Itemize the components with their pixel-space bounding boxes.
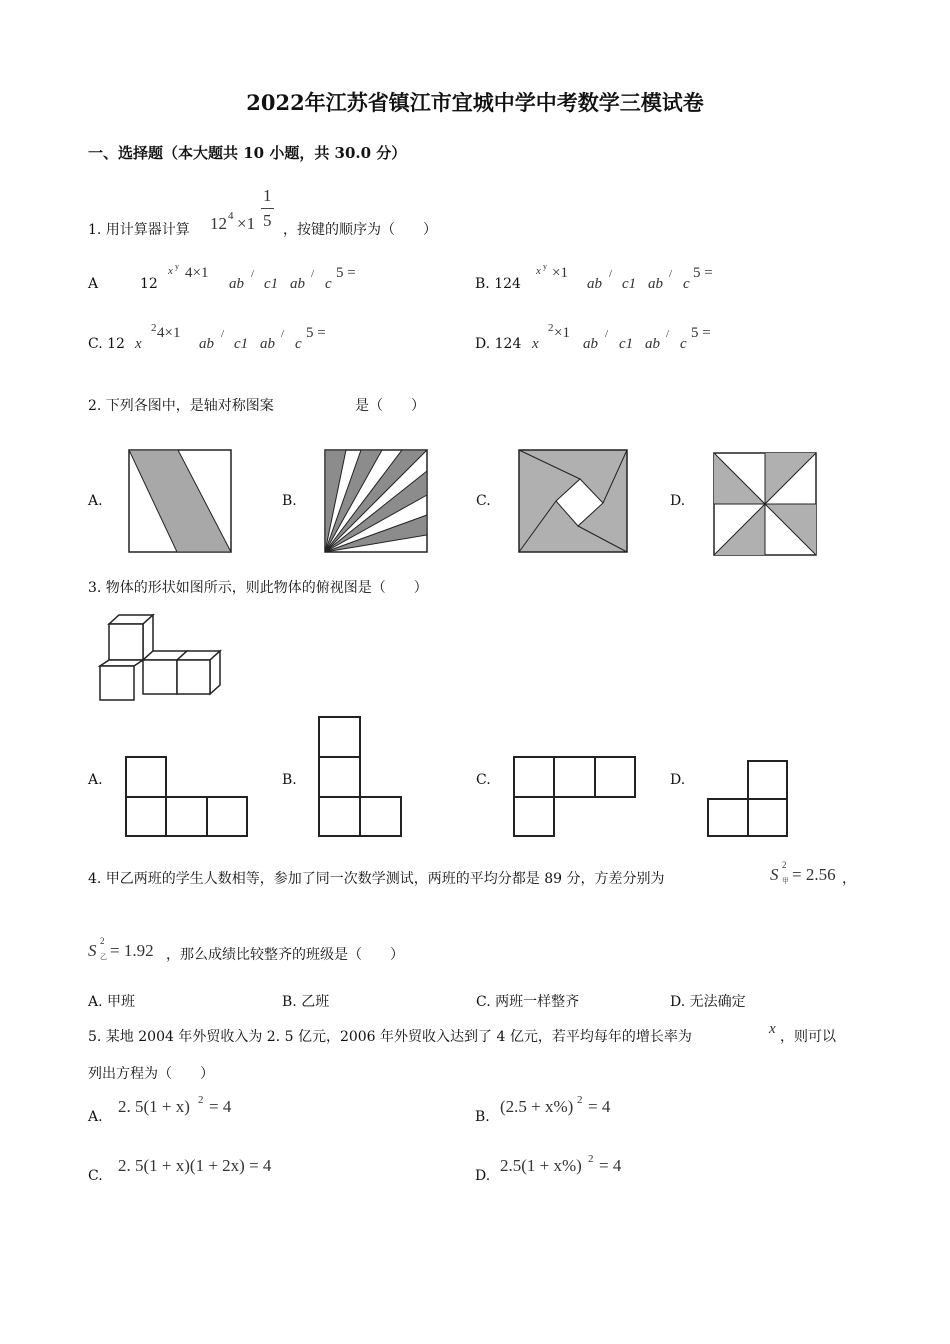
- q2-stem-b: 是（ ）: [355, 398, 425, 414]
- q1-c-n2: 4×1: [157, 325, 181, 341]
- q1-c-t2: c1: [234, 336, 249, 352]
- q5-option-a[interactable]: [88, 1096, 348, 1130]
- q2-figure-c[interactable]: [518, 449, 628, 553]
- q5-d-label: D.: [475, 1168, 491, 1184]
- q3-figure-b[interactable]: [318, 716, 402, 838]
- q1-b-label: B. 124: [475, 276, 521, 292]
- q5-stem-line1-end: ，则可以: [780, 1029, 836, 1045]
- q1-stem-suffix: ，按键的顺序为（ ）: [283, 222, 437, 238]
- q5-a-label: A.: [88, 1109, 103, 1125]
- q1-c-x: x: [135, 336, 142, 352]
- q2-figure-b[interactable]: [324, 449, 428, 553]
- q5-option-d[interactable]: [475, 1155, 735, 1189]
- q5-option-b[interactable]: [475, 1096, 735, 1130]
- q3-solid-figure: [96, 614, 221, 702]
- q3-label-c: C.: [476, 772, 491, 788]
- q1-frac-bar: [261, 208, 274, 209]
- q1-option-b[interactable]: [475, 262, 775, 296]
- q5-d-expr: 2.5(1 + x%): [500, 1156, 582, 1175]
- q1-d-n2: ×1: [554, 325, 570, 341]
- q1-a-n2: 4×1: [185, 265, 209, 281]
- q1-c-slash2: /: [281, 328, 285, 340]
- q3-label-d: D.: [670, 772, 686, 788]
- q1-frac-num: 1: [263, 186, 272, 205]
- q1-a-t2: c1: [264, 276, 279, 292]
- q1-a-slash1: /: [251, 268, 255, 280]
- q1-b-t1: ab: [587, 276, 602, 292]
- q1-b-n2: ×1: [552, 265, 568, 281]
- q1-d-t2: c1: [619, 336, 634, 352]
- q1-d-label: D. 124: [475, 336, 522, 352]
- q1-a-label: A: [88, 276, 99, 292]
- q2-stem-a: 2. 下列各图中，是轴对称图案: [88, 398, 274, 414]
- q5-var-x: x: [769, 1021, 776, 1037]
- section-heading: 一、选择题（本大题共 10 小题，共 30.0 分）: [88, 144, 407, 162]
- q1-option-c[interactable]: [88, 322, 388, 356]
- q1-c-t3: ab: [260, 336, 275, 352]
- q4-s2-sub: 乙: [100, 953, 107, 961]
- q4-s2-sym: S: [88, 941, 97, 960]
- q5-d-exp: 2: [588, 1153, 594, 1165]
- q1-a-t3: ab: [290, 276, 305, 292]
- q5-a-exp: 2: [198, 1094, 204, 1106]
- q2-label-b: B.: [282, 493, 297, 509]
- q1-c-label: C. 12: [88, 336, 125, 352]
- q1-a-sup: x: [168, 265, 173, 277]
- q4-s1-sym: S: [770, 865, 779, 884]
- q1-expr-exp: 4: [228, 210, 234, 222]
- q1-d-t1: ab: [583, 336, 598, 352]
- q4-option-a[interactable]: A. 甲班: [88, 994, 136, 1010]
- q1-b-slash2: /: [669, 268, 673, 280]
- q1-c-end: 5 =: [306, 325, 326, 341]
- q1-b-supexp: y: [543, 262, 547, 271]
- q5-b-expr: (2.5 + x%): [500, 1097, 574, 1116]
- q3-label-a: A.: [88, 772, 103, 788]
- q5-option-c[interactable]: [88, 1155, 348, 1189]
- q1-d-x: x: [532, 336, 539, 352]
- q1-d-slash2: /: [666, 328, 670, 340]
- q1-d-end: 5 =: [691, 325, 711, 341]
- q1-a-t4: c: [325, 276, 332, 292]
- q1-d-slash1: /: [605, 328, 609, 340]
- q4-s2-sup: 2: [100, 936, 105, 946]
- q1-b-end: 5 =: [693, 265, 713, 281]
- q2-label-d: D.: [670, 493, 686, 509]
- q1-c-sq: 2: [151, 322, 157, 334]
- q3-figure-a[interactable]: [125, 756, 249, 838]
- q1-a-n1: 12: [140, 276, 158, 292]
- q5-b-label: B.: [475, 1109, 490, 1125]
- q1-b-t3: ab: [648, 276, 663, 292]
- q5-b-rhs: = 4: [588, 1097, 611, 1116]
- q4-s2-val: = 1.92: [110, 941, 154, 960]
- q4-option-b[interactable]: B. 乙班: [282, 994, 330, 1010]
- q1-b-sup: x: [536, 265, 541, 277]
- q5-c-label: C.: [88, 1168, 103, 1184]
- q1-expression: [210, 186, 280, 236]
- q2-label-a: A.: [88, 493, 103, 509]
- q2-figure-a[interactable]: [128, 449, 232, 553]
- q1-b-slash1: /: [609, 268, 613, 280]
- q1-expr-base: 12: [210, 214, 227, 233]
- q1-frac-den: 5: [263, 211, 272, 230]
- q4-stem: 4. 甲乙两班的学生人数相等，参加了同一次数学测试，两班的平均分都是 89 分，方差分别为: [88, 871, 665, 887]
- q2-label-c: C.: [476, 493, 491, 509]
- q5-b-exp: 2: [577, 1094, 583, 1106]
- q2-figure-d[interactable]: [713, 452, 817, 556]
- q4-s1-sup: 2: [782, 860, 787, 870]
- q1-expr-times: ×1: [237, 214, 256, 233]
- q1-c-slash1: /: [221, 328, 225, 340]
- q4-s1-sub: 甲: [782, 877, 789, 885]
- q5-a-expr: 2. 5(1 + x): [118, 1097, 190, 1116]
- q3-label-b: B.: [282, 772, 297, 788]
- q1-c-t1: ab: [199, 336, 214, 352]
- q1-b-t2: c1: [622, 276, 637, 292]
- q1-d-t4: c: [680, 336, 687, 352]
- q1-c-t4: c: [295, 336, 302, 352]
- q5-a-rhs: = 4: [209, 1097, 232, 1116]
- q1-d-t3: ab: [645, 336, 660, 352]
- q1-option-a[interactable]: [88, 262, 388, 296]
- q1-b-t4: c: [683, 276, 690, 292]
- q5-d-rhs: = 4: [599, 1156, 622, 1175]
- q3-stem: 3. 物体的形状如图所示，则此物体的俯视图是（ ）: [88, 580, 428, 596]
- q1-option-d[interactable]: [475, 322, 775, 356]
- q4-comma: ，: [842, 871, 856, 887]
- q4-variance-jia: [770, 860, 855, 890]
- q1-a-end: 5 =: [336, 265, 356, 281]
- q4-option-c[interactable]: C. 两班一样整齐: [476, 994, 580, 1010]
- q4-option-d[interactable]: D. 无法确定: [670, 994, 746, 1010]
- page-title: 2022年江苏省镇江市宜城中学中考数学三模试卷: [246, 90, 704, 115]
- q3-figure-d[interactable]: [707, 760, 789, 838]
- q4-stem2: ，那么成绩比较整齐的班级是（ ）: [166, 947, 404, 963]
- q4-s1-val: = 2.56: [792, 865, 836, 884]
- q1-stem-prefix: 1. 用计算器计算: [88, 222, 190, 238]
- q1-a-slash2: /: [311, 268, 315, 280]
- q1-a-t1: ab: [229, 276, 244, 292]
- q1-d-sq: 2: [548, 322, 554, 334]
- q5-stem-line1: 5. 某地 2004 年外贸收入为 2. 5 亿元，2006 年外贸收入达到了 4 亿元，若平均每年的增长率为: [88, 1029, 692, 1045]
- q5-c-expr: 2. 5(1 + x)(1 + 2x) = 4: [118, 1156, 272, 1175]
- q3-figure-c[interactable]: [513, 756, 637, 838]
- q5-stem-line2: 列出方程为（ ）: [88, 1066, 214, 1082]
- q1-a-supexp: y: [175, 262, 179, 271]
